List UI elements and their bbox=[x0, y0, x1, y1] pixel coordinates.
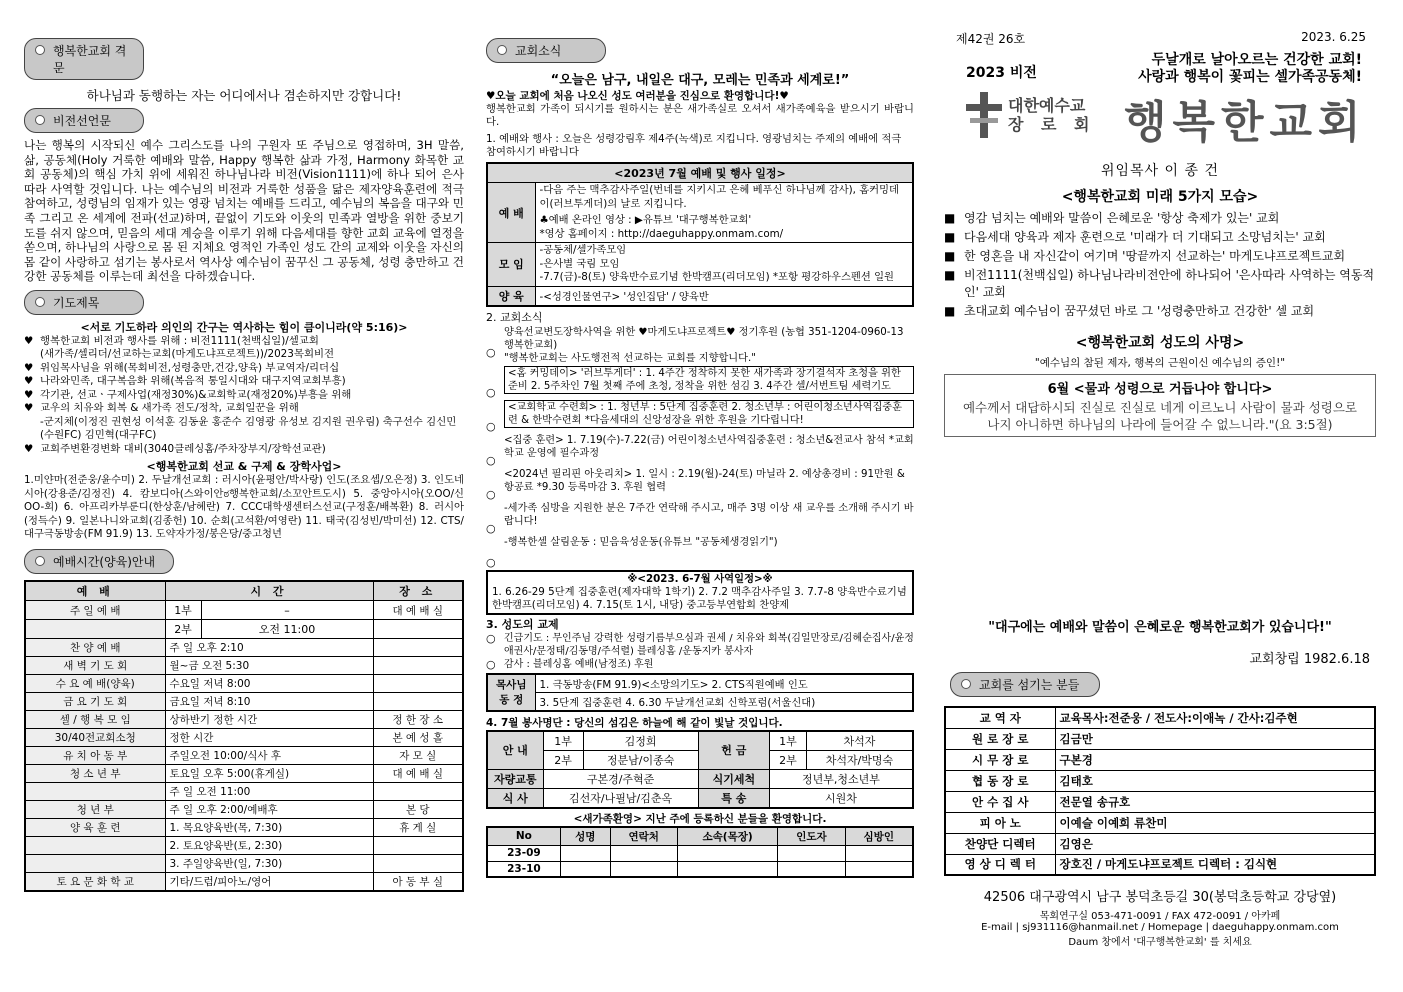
news-item-4: 4. 7월 봉사명단 : 당신의 섬김은 하늘에 해 같이 빛날 것입니다. bbox=[486, 716, 783, 729]
roster-cell: 2부 bbox=[543, 750, 583, 769]
new-family-cell bbox=[560, 845, 610, 861]
year-vision-label: 2023 비전 bbox=[966, 65, 1037, 81]
pastor-activity-label: 목사님 동 정 bbox=[487, 674, 535, 711]
prayer-item bbox=[24, 348, 464, 362]
staff-row bbox=[945, 833, 1375, 854]
worship-time-cell: 2. 토요양육반(토, 2:30) bbox=[165, 837, 373, 855]
cross-logo-icon bbox=[964, 92, 1004, 138]
worship-name-cell: 양 육 훈 련 bbox=[25, 819, 165, 837]
staff-role-cell: 교 역 자 bbox=[945, 707, 1055, 728]
circle-bullet-icon: ○ bbox=[486, 555, 496, 569]
worship-name-cell bbox=[25, 855, 165, 873]
mission-heading: <행복한교회 선교 & 구제 & 장학사업> bbox=[146, 460, 342, 474]
roster-label: 식 사 bbox=[487, 788, 543, 808]
worship-time-cell: – bbox=[201, 601, 373, 620]
news-entry bbox=[486, 434, 914, 467]
worship-row bbox=[25, 675, 463, 693]
prayer-item bbox=[24, 389, 464, 403]
roster-guide-label: 안 내 bbox=[487, 731, 543, 770]
worship-row bbox=[25, 693, 463, 711]
worship-name-cell: 셀 / 행 복 모 임 bbox=[25, 711, 165, 729]
circle-bullet-icon: ○ bbox=[486, 487, 496, 501]
church-name: 행복한교회 bbox=[1124, 97, 1367, 148]
section-prayer-pill: 기도제목 bbox=[24, 290, 144, 315]
monthly-verse-box bbox=[944, 374, 1376, 437]
prayer-text: -군지체(이정진 권현성 이석훈 김동윤 홍준수 김영광 유성보 김지원 권우림) 축구선수 김신민(수원FC) 김민혁(대구FC) bbox=[40, 415, 457, 442]
new-family-cell bbox=[845, 861, 913, 877]
worship-name-cell bbox=[25, 783, 165, 801]
worship-name-cell: 주 일 예 배 bbox=[25, 601, 165, 620]
roster-cell: 차석자 bbox=[806, 731, 913, 751]
staff-row bbox=[945, 749, 1375, 770]
worship-place-cell: 정 한 장 소 bbox=[373, 711, 463, 729]
circle-bullet-icon: ○ bbox=[486, 521, 496, 535]
worship-place-cell bbox=[373, 693, 463, 711]
new-family-header-cell: No bbox=[487, 827, 560, 846]
roster-cell: 차석자/박명숙 bbox=[806, 750, 913, 769]
worship-time-cell: 오전 11:00 bbox=[201, 620, 373, 639]
prayer-text: 교회주변환경변화 대비(3040클레싱홈/주차장부지/장학선교관) bbox=[40, 442, 326, 455]
square-bullet-icon: ■ bbox=[944, 230, 956, 244]
staff-role-cell: 안 수 집 사 bbox=[945, 791, 1055, 812]
square-bullet-icon: ■ bbox=[944, 249, 956, 263]
roster-cell: 정분남/이종숙 bbox=[583, 750, 698, 769]
worship-place-cell bbox=[373, 639, 463, 657]
prayer-item bbox=[24, 416, 464, 443]
july-meeting-text: -공동체/셀가족모임 -은사별 국림 모임 -7.7(금)-8(토) 양육반수료기념 한박캠프(리더모임) *포항 평강하우스펜션 일원 bbox=[535, 243, 913, 287]
news-item-3: 3. 성도의 교제 bbox=[486, 617, 559, 631]
future-item bbox=[944, 229, 1376, 246]
circle-bullet-icon: ○ bbox=[486, 631, 496, 645]
square-bullet-icon: ■ bbox=[944, 304, 956, 318]
worship-time-cell: 월~금 오전 5:30 bbox=[165, 657, 373, 675]
heart-icon: ♥ bbox=[24, 361, 34, 374]
staff-row bbox=[945, 728, 1375, 749]
new-family-cell bbox=[845, 845, 913, 861]
future-text: 영감 넘치는 예배와 말씀이 은혜로운 '항상 축제가 있는' 교회 bbox=[964, 211, 1280, 225]
monthly-verse-text: 예수께서 대답하시되 진실로 진실로 네게 이르노니 사람이 물과 성령으로 나지 아니하면 하나님의 나라에 들어갈 수 없느니라."(요 3:5절) bbox=[962, 400, 1358, 432]
fellowship-text: 긴급기도 : 무인주님 강력한 성령기름부으심과 권세 / 치유와 회복(김일만장로/김혜순집사/윤정애권사/문정태/김동명/주석렬) 블레싱홈 /운동지카 봉사자 bbox=[504, 632, 914, 657]
church-address: 42506 대구광역시 남구 봉덕초등길 30(봉덕초등학교 강당옆) bbox=[983, 890, 1337, 905]
circle-bullet-icon: ○ bbox=[486, 419, 496, 433]
june-schedule-heading: ※<2023. 6-7월 사역일정>※ bbox=[627, 572, 773, 585]
roster-cell: 김선자/나필남/김춘옥 bbox=[543, 788, 698, 808]
worship-place-cell bbox=[373, 837, 463, 855]
worship-row bbox=[25, 873, 463, 892]
june-schedule-text: 1. 6.26-29 5단계 집중훈련(제자대학 1학기) 2. 7.2 맥추감사주일 3. 7.7-8 양육반수료기념 한박캠프(리더모임) 4. 7.15(토 1시, 내당) 중고등부연합회 찬양제 bbox=[492, 585, 907, 611]
staff-names-cell: 교육목사:전준웅 / 전도사:이애녹 / 간사:김주현 bbox=[1055, 707, 1375, 728]
new-family-header-cell: 성명 bbox=[560, 827, 610, 846]
roster-label: 특 송 bbox=[698, 788, 769, 808]
circle-bullet-icon: ○ bbox=[486, 453, 496, 467]
header-slogan-2: 사랑과 행복이 꽃피는 셀가족공동체! bbox=[1138, 69, 1362, 85]
new-family-heading: <새가족환영> 지난 주에 등록하신 분들을 환영합니다. bbox=[573, 812, 827, 825]
news-entry bbox=[486, 326, 914, 365]
worship-header-cell: 예 배 bbox=[25, 581, 165, 601]
news-entry bbox=[486, 468, 914, 501]
staff-row bbox=[945, 770, 1375, 791]
prayer-heading: <서로 기도하라 의인의 간구는 역사하는 힘이 큼이니라(약 5:16)> bbox=[80, 320, 408, 334]
june-schedule-box bbox=[486, 570, 914, 615]
worship-row bbox=[25, 711, 463, 729]
worship-place-cell: 대 예 배 실 bbox=[373, 765, 463, 783]
service-roster-table bbox=[486, 730, 914, 809]
greeting-text: 하나님과 동행하는 자는 어디에서나 겸손하지만 강합니다! bbox=[86, 88, 402, 103]
worship-place-cell bbox=[373, 657, 463, 675]
roster-cell: 정년부,청소년부 bbox=[770, 769, 914, 788]
new-family-header-row bbox=[487, 827, 913, 846]
worship-name-cell: 수 요 예 배(양육) bbox=[25, 675, 165, 693]
staff-names-cell: 전문열 송규호 bbox=[1055, 791, 1375, 812]
news-text: -세가족 심방을 지원한 분은 7주간 연락해 주시고, 매주 3명 이상 새 교우를 소개해 주시기 바랍니다! bbox=[504, 502, 914, 527]
new-family-cell bbox=[778, 845, 845, 861]
worship-row bbox=[25, 747, 463, 765]
news-text: -행복한셀 살림운동 : 믿음육성운동(유튜브 "공동체생경읽기") bbox=[504, 536, 778, 548]
worship-time-cell: 토요일 오후 5:00(휴게실) bbox=[165, 765, 373, 783]
worship-time-cell: 기타/드럼/피아노/영어 bbox=[165, 873, 373, 892]
worship-name-cell: 금 요 기 도 회 bbox=[25, 693, 165, 711]
heart-icon: ♥ bbox=[24, 375, 34, 388]
news-text: <홈 커밍데이> '러브투게더' : 1. 4주간 정착하지 못한 새가족과 장기결석자 초청을 위한 준비 2. 5주차인 7월 첫째 주에 초청, 정착을 위한 섬김 3. 4주간 셀/서번트팀 세력기도 bbox=[504, 366, 914, 394]
worship-name-cell: 30/40전교회소청 bbox=[25, 729, 165, 747]
news-text: <집중 훈련> 1. 7.19(수)-7.22(금) 어린이청소년사역집중훈련 : 청소년&전교사 참석 *교회학교 운영에 필수과정 bbox=[504, 434, 914, 459]
news-entry bbox=[486, 400, 914, 433]
new-family-cell bbox=[610, 845, 677, 861]
news-list bbox=[486, 326, 914, 569]
new-family-header-cell: 연락처 bbox=[610, 827, 677, 846]
square-bullet-icon: ■ bbox=[944, 268, 956, 282]
column-left bbox=[24, 0, 464, 992]
pastor-activity-table bbox=[486, 673, 914, 712]
staff-role-cell: 영 상 디 렉 터 bbox=[945, 854, 1055, 875]
worship-time-cell: 주 일 오전 11:00 bbox=[165, 783, 373, 801]
homepage-link[interactable]: *영상 홈페이지 : http://daeguhappy.onmam.com/ bbox=[539, 227, 784, 240]
new-family-header-cell: 심방인 bbox=[845, 827, 913, 846]
fellowship-entry bbox=[486, 632, 914, 658]
church-phone: 목회연구실 053-471-0091 / FAX 472-0091 / 아카페 bbox=[1039, 911, 1281, 922]
vision-text: 나는 행복의 시작되신 예수 그리스도를 나의 구원자 또 주님으로 영접하며, 3H 말씀, 삶, 공동체(Holy 거룩한 예배와 말씀, Happy 행복한 삶과 가정, Harmony 화목한 교회 공동체)의 핵심 가치 위에 세워진 하나님나라 비전(Vision1111)에 하나 되어 은사 따라 사역할 것입니다. 나는 예수님의 비전과 거룩한 성품을 닮은 제자양육훈련에 적극 참여하고, 성령님의 임재가 있는 영광 넘치는 예배를 드리고, 예수님의 복음을 대구와 민족 그리고 온 세계에 전파(선교)하며, 끝없이 기도와 이웃의 민족과 열방을 위한 중보기도를 쉬지 않으며, 믿음의 세대 계승을 이루기 위해 다음세대를 향한 교회 교육에 열정을 쏟으며, 하나님의 사랑으로 몸 된 지체요 영적인 가족인 성도 간의 교제와 이웃을 자신의 몸 같이 사랑하고 섬기는 봉사로서 역사상 예수님이 꿈꾸신 그 공동체, 성령 충만하고 건강한 공동체를 이루는데 최선을 다하겠습니다. bbox=[24, 138, 464, 284]
new-family-row bbox=[487, 845, 913, 861]
worship-time-cell: 주 일 오후 2:00/예배후 bbox=[165, 801, 373, 819]
mission-text: 1.미얀마(전준웅/윤수미) 2. 두날개선교회 : 러시아(윤평안/박사랑) 인도(조요셉/오은정) 3. 인도네시아(강용준/김정진) 4. 캄보디아(스와이안ಠ행복한교회/소꼬안트도시) 5. 중앙아시아(오OO/신OO-회) 6. 아프리카부룬디(한상훈/남혜란) 7. CCC대학생센터스선교(구정훈/배복환) 8. 러시아(정득수) 9. 일본나니와교회(김종헌) 10. 순회(고석환/여영란) 11. 태국(김성빈/박미선) 12. CTS/대구극동방송(FM 91.9) 13. 도약자가정/봉은당/중고청년 bbox=[24, 474, 464, 541]
staff-role-cell: 시 무 장 로 bbox=[945, 749, 1055, 770]
new-family-cell bbox=[610, 861, 677, 877]
worship-name-cell: 찬 양 예 배 bbox=[25, 639, 165, 657]
july-schedule-table bbox=[486, 162, 914, 307]
staff-role-cell: 원 로 장 로 bbox=[945, 728, 1055, 749]
worship-row bbox=[25, 639, 463, 657]
worship-time-cell: 수요일 저녁 8:00 bbox=[165, 675, 373, 693]
welcome-detail: 행복한교회 가족이 되시기를 원하시는 분은 새가족실로 오셔서 새가족예육을 받으시기 바랍니다. bbox=[486, 103, 914, 128]
staff-names-cell: 김태호 bbox=[1055, 770, 1375, 791]
worship-name-cell: 유 치 아 동 부 bbox=[25, 747, 165, 765]
heart-icon: ♥ bbox=[24, 388, 34, 401]
prayer-item bbox=[24, 402, 464, 416]
roster-cell: 구본경/주혁준 bbox=[543, 769, 698, 788]
worship-name-cell: 새 벽 기 도 회 bbox=[25, 657, 165, 675]
new-family-cell: 23-09 bbox=[487, 845, 560, 861]
worship-row bbox=[25, 801, 463, 819]
worship-row bbox=[25, 837, 463, 855]
worship-name-cell: 청 소 년 부 bbox=[25, 765, 165, 783]
staff-table bbox=[944, 706, 1376, 876]
worship-row bbox=[25, 855, 463, 873]
worship-row bbox=[25, 601, 463, 620]
worship-row bbox=[25, 657, 463, 675]
welcome-line: ♥오늘 교회에 처음 나오신 성도 여러분을 진심으로 환영합니다!♥ bbox=[486, 90, 789, 102]
circle-bullet-icon: ○ bbox=[486, 657, 496, 671]
worship-time-cell: 정한 시간 bbox=[165, 729, 373, 747]
prayer-text: 행복한교회 비전과 행사를 위해 : 비전1111(천백십일)/셀교회 bbox=[40, 334, 319, 347]
prayer-item bbox=[24, 335, 464, 349]
volume-number: 제42권 26호 bbox=[956, 32, 1026, 46]
worship-time-cell: 1부 bbox=[165, 601, 201, 620]
worship-row bbox=[25, 729, 463, 747]
prayer-text: 각기관, 선교ㆍ구제사업(재정30%)&교회학교(재정20%)부흥을 위해 bbox=[40, 388, 352, 401]
worship-time-cell: 2부 bbox=[165, 620, 201, 639]
worship-place-cell: 아 동 부 실 bbox=[373, 873, 463, 892]
header-slogan-1: 두날개로 날아오르는 건강한 교회! bbox=[1151, 52, 1362, 68]
section-staff-pill: 교회를 섬기는 분들 bbox=[950, 672, 1100, 697]
worship-name-cell bbox=[25, 620, 165, 639]
section-news-pill: 교회소식 bbox=[486, 38, 606, 63]
future-item bbox=[944, 210, 1376, 227]
future-text: 초대교회 예수님이 꿈꾸셨던 바로 그 '성령충만하고 건강한' 셀 교회 bbox=[964, 304, 1315, 318]
prayer-item bbox=[24, 362, 464, 376]
heart-icon: ♥ bbox=[24, 442, 34, 455]
monthly-verse-heading: 6월 <물과 성령으로 거듭나야 합니다> bbox=[1047, 382, 1273, 397]
staff-row bbox=[945, 791, 1375, 812]
july-worship-label: 예 배 bbox=[487, 183, 535, 243]
fellowship-list bbox=[486, 632, 914, 671]
worship-place-cell: 본 예 성 홀 bbox=[373, 729, 463, 747]
july-schedule-heading: <2023년 7월 예배 및 행사 일정> bbox=[487, 163, 913, 183]
pastor-activity-2: 3. 5단계 집중훈련 4. 6.30 두날개선교회 신학포럼(서울신대) bbox=[535, 692, 913, 711]
news-item-1: 1. 예배와 행사 : 오늘은 성령강림후 제4주(녹색)로 지킵니다. 영광넘치는 주제의 예배에 적극 참여하시기 바랍니다 bbox=[486, 133, 902, 158]
staff-names-cell: 김금만 bbox=[1055, 728, 1375, 749]
roster-cell: 1부 bbox=[543, 731, 583, 751]
worship-place-cell: 본 당 bbox=[373, 801, 463, 819]
circle-bullet-icon: ○ bbox=[486, 345, 496, 359]
roster-cell: 시원차 bbox=[770, 788, 914, 808]
staff-names-cell: 장호진 / 마게도냐프로젝트 디렉터 : 김식현 bbox=[1055, 854, 1375, 875]
square-bullet-icon: ■ bbox=[944, 211, 956, 225]
staff-row bbox=[945, 812, 1375, 833]
new-family-header-cell: 소속(목장) bbox=[677, 827, 778, 846]
july-meeting-label: 모 임 bbox=[487, 243, 535, 287]
roster-cell: 1부 bbox=[770, 731, 807, 751]
worship-place-cell bbox=[373, 783, 463, 801]
new-family-table bbox=[486, 826, 914, 879]
worship-header-row bbox=[25, 581, 463, 601]
prayer-item bbox=[24, 443, 464, 457]
worship-row bbox=[25, 819, 463, 837]
worship-place-cell: 자 모 실 bbox=[373, 747, 463, 765]
future-text: 한 영혼을 내 자신같이 여기며 '땅끝까지 선교하는' 마게도냐프로젝트교회 bbox=[964, 249, 1346, 263]
future-text: 비전1111(천백십일) 하나님나라비전안에 하나되어 '은사따라 사역하는 역동적인' 교회 bbox=[964, 268, 1375, 299]
daegu-slogan: "대구에는 예배와 말씀이 은혜로운 행복한교회가 있습니다!" bbox=[988, 620, 1332, 635]
staff-names-cell: 김영은 bbox=[1055, 833, 1375, 854]
pastor-name: 위임목사 이 종 건 bbox=[1100, 163, 1220, 179]
prayer-text: 나라와민족, 대구복음화 위해(복음적 통일시대와 대구지역교회부흥) bbox=[40, 375, 346, 388]
member-mission-sub: "예수님의 참된 제자, 행복의 근원이신 예수님의 증인!" bbox=[1034, 357, 1286, 369]
news-entry bbox=[486, 536, 914, 569]
section-worship-pill: 예배시간(양육)안내 bbox=[24, 549, 174, 574]
news-text: 양육선교변도장학사역을 위한 ♥마게도냐프로젝트♥ 정기후원 (농협 351-1204-0960-13 행복한교회) "행복한교회는 사도행전적 선교하는 교회를 지향합니다." bbox=[504, 326, 904, 364]
worship-place-cell bbox=[373, 675, 463, 693]
future-item bbox=[944, 248, 1376, 265]
denomination-line-2: 장 로 회 bbox=[1008, 115, 1096, 134]
july-worship-text: -다음 주는 맥추감사주일(번네를 지키시고 은혜 베푸신 하나님께 감사), 홈커밍데이(러브투게더)의 날로 지킵니다. bbox=[539, 184, 900, 210]
news-text: <교회학교 수련회> : 1. 청년부 : 5단계 집중훈련 2. 청소년부 : 어린이청소년사역집중훈련 & 한박수련회 *다음세대의 신앙성장을 위한 후원을 기다립니다! bbox=[504, 400, 914, 428]
worship-place-cell: 대 예 배 실 bbox=[373, 601, 463, 620]
online-video-line[interactable]: ♣예배 온라인 영상 : ▶유튜브 '대구행복한교회' bbox=[539, 214, 752, 226]
roster-offering-label: 헌 금 bbox=[698, 731, 769, 770]
news-entry bbox=[486, 502, 914, 535]
worship-name-cell bbox=[25, 837, 165, 855]
news-entry bbox=[486, 366, 914, 399]
section-greeting-pill: 행복한교회 격문 bbox=[24, 38, 144, 80]
new-family-cell: 23-10 bbox=[487, 861, 560, 877]
staff-row bbox=[945, 707, 1375, 728]
future-list bbox=[944, 210, 1376, 320]
worship-time-cell: 주 일 오후 2:10 bbox=[165, 639, 373, 657]
future-text: 다음세대 양육과 제자 훈련으로 '미래가 더 기대되고 소망넘치는' 교회 bbox=[964, 230, 1326, 244]
staff-names-cell: 이예슬 이예희 류찬미 bbox=[1055, 812, 1375, 833]
july-yangyuk-label: 양 육 bbox=[487, 286, 535, 306]
issue-date: 2023. 6.25 bbox=[1301, 30, 1366, 44]
prayer-text: 위임목사님을 위해(목회비전,성령충만,건강,양육) 부교역자/리더십 bbox=[40, 361, 340, 374]
fellowship-entry bbox=[486, 658, 914, 671]
worship-time-cell: 3. 주일양육반(일, 7:30) bbox=[165, 855, 373, 873]
prayer-text: (새가족/셀리더/선교하는교회(마게도냐프로젝트))/2023목회비전 bbox=[40, 348, 335, 361]
worship-name-cell: 청 년 부 bbox=[25, 801, 165, 819]
prayer-item bbox=[24, 375, 464, 389]
july-yangyuk-text: -<성경인물연구> '성인집담' / 양육반 bbox=[535, 286, 913, 306]
staff-row bbox=[945, 854, 1375, 875]
new-family-header-cell: 인도자 bbox=[778, 827, 845, 846]
pastor-activity-1: 1. 극동방송(FM 91.9)<소망의기도> 2. CTS직원예배 인도 bbox=[535, 674, 913, 693]
roster-cell: 김정희 bbox=[583, 731, 698, 751]
circle-bullet-icon: ○ bbox=[486, 385, 496, 399]
new-family-cell bbox=[778, 861, 845, 877]
prayer-list bbox=[24, 335, 464, 457]
worship-header-cell: 장 소 bbox=[373, 581, 463, 601]
new-family-row bbox=[487, 861, 913, 877]
new-family-cell bbox=[560, 861, 610, 877]
worship-row bbox=[25, 765, 463, 783]
prayer-text: 교우의 치유와 회복 & 새가족 전도/정착, 교회일꾼을 위해 bbox=[40, 402, 299, 415]
roster-cell: 2부 bbox=[770, 750, 807, 769]
daum-search-note: Daum 창에서 '대구행복한교회' 를 치세요 bbox=[1068, 937, 1252, 948]
founding-date: 교회창립 1982.6.18 bbox=[1249, 652, 1370, 667]
staff-role-cell: 찬양단 디렉터 bbox=[945, 833, 1055, 854]
column-middle bbox=[486, 0, 914, 992]
church-slogan: “오늘은 남구, 내일은 대구, 모레는 민족과 세계로!” bbox=[550, 73, 850, 88]
worship-time-cell: 상하반기 정한 시간 bbox=[165, 711, 373, 729]
church-logo-block bbox=[964, 90, 1374, 148]
future-heading: <행복한교회 미래 5가지 모습> bbox=[1061, 189, 1259, 205]
worship-place-cell bbox=[373, 855, 463, 873]
new-family-cell bbox=[677, 845, 778, 861]
news-item-2: 2. 교회소식 bbox=[486, 310, 543, 324]
column-right bbox=[944, 0, 1376, 992]
worship-place-cell bbox=[373, 620, 463, 639]
staff-role-cell: 피 아 노 bbox=[945, 812, 1055, 833]
worship-time-cell: 주일오전 10:00/식사 후 bbox=[165, 747, 373, 765]
heart-icon: ♥ bbox=[24, 334, 34, 347]
worship-row bbox=[25, 783, 463, 801]
future-item bbox=[944, 267, 1376, 301]
worship-header-cell: 시 간 bbox=[165, 581, 373, 601]
heart-icon: ♥ bbox=[24, 402, 34, 415]
worship-time-cell: 금요일 저녁 8:10 bbox=[165, 693, 373, 711]
new-family-cell bbox=[677, 861, 778, 877]
staff-names-cell: 구본경 bbox=[1055, 749, 1375, 770]
worship-place-cell: 휴 게 실 bbox=[373, 819, 463, 837]
news-text: <2024년 필리핀 아웃리치> 1. 일시 : 2.19(월)-24(토) 마닐라 2. 예상총경비 : 91만원 & 항공료 *9.30 등록마감 3. 후원 협력 bbox=[504, 468, 905, 493]
roster-label: 자량교통 bbox=[487, 769, 543, 788]
fellowship-text: 감사 : 블레싱홈 예배(남정조) 후원 bbox=[504, 658, 654, 670]
church-email[interactable]: E-mail | sj931116@hanmail.net / Homepage | daeguhappy.onmam.com bbox=[981, 922, 1339, 933]
worship-table bbox=[24, 580, 464, 892]
future-item bbox=[944, 303, 1376, 320]
worship-row bbox=[25, 620, 463, 639]
denomination-line-1: 대한예수교 bbox=[1008, 96, 1086, 115]
member-mission-heading: <행복한교회 성도의 사명> bbox=[1075, 335, 1245, 351]
section-vision-pill: 비전선언문 bbox=[24, 108, 144, 133]
worship-name-cell: 토 요 문 화 학 교 bbox=[25, 873, 165, 892]
worship-time-cell: 1. 목요양육반(목, 7:30) bbox=[165, 819, 373, 837]
roster-label: 식기세척 bbox=[698, 769, 769, 788]
staff-role-cell: 협 동 장 로 bbox=[945, 770, 1055, 791]
